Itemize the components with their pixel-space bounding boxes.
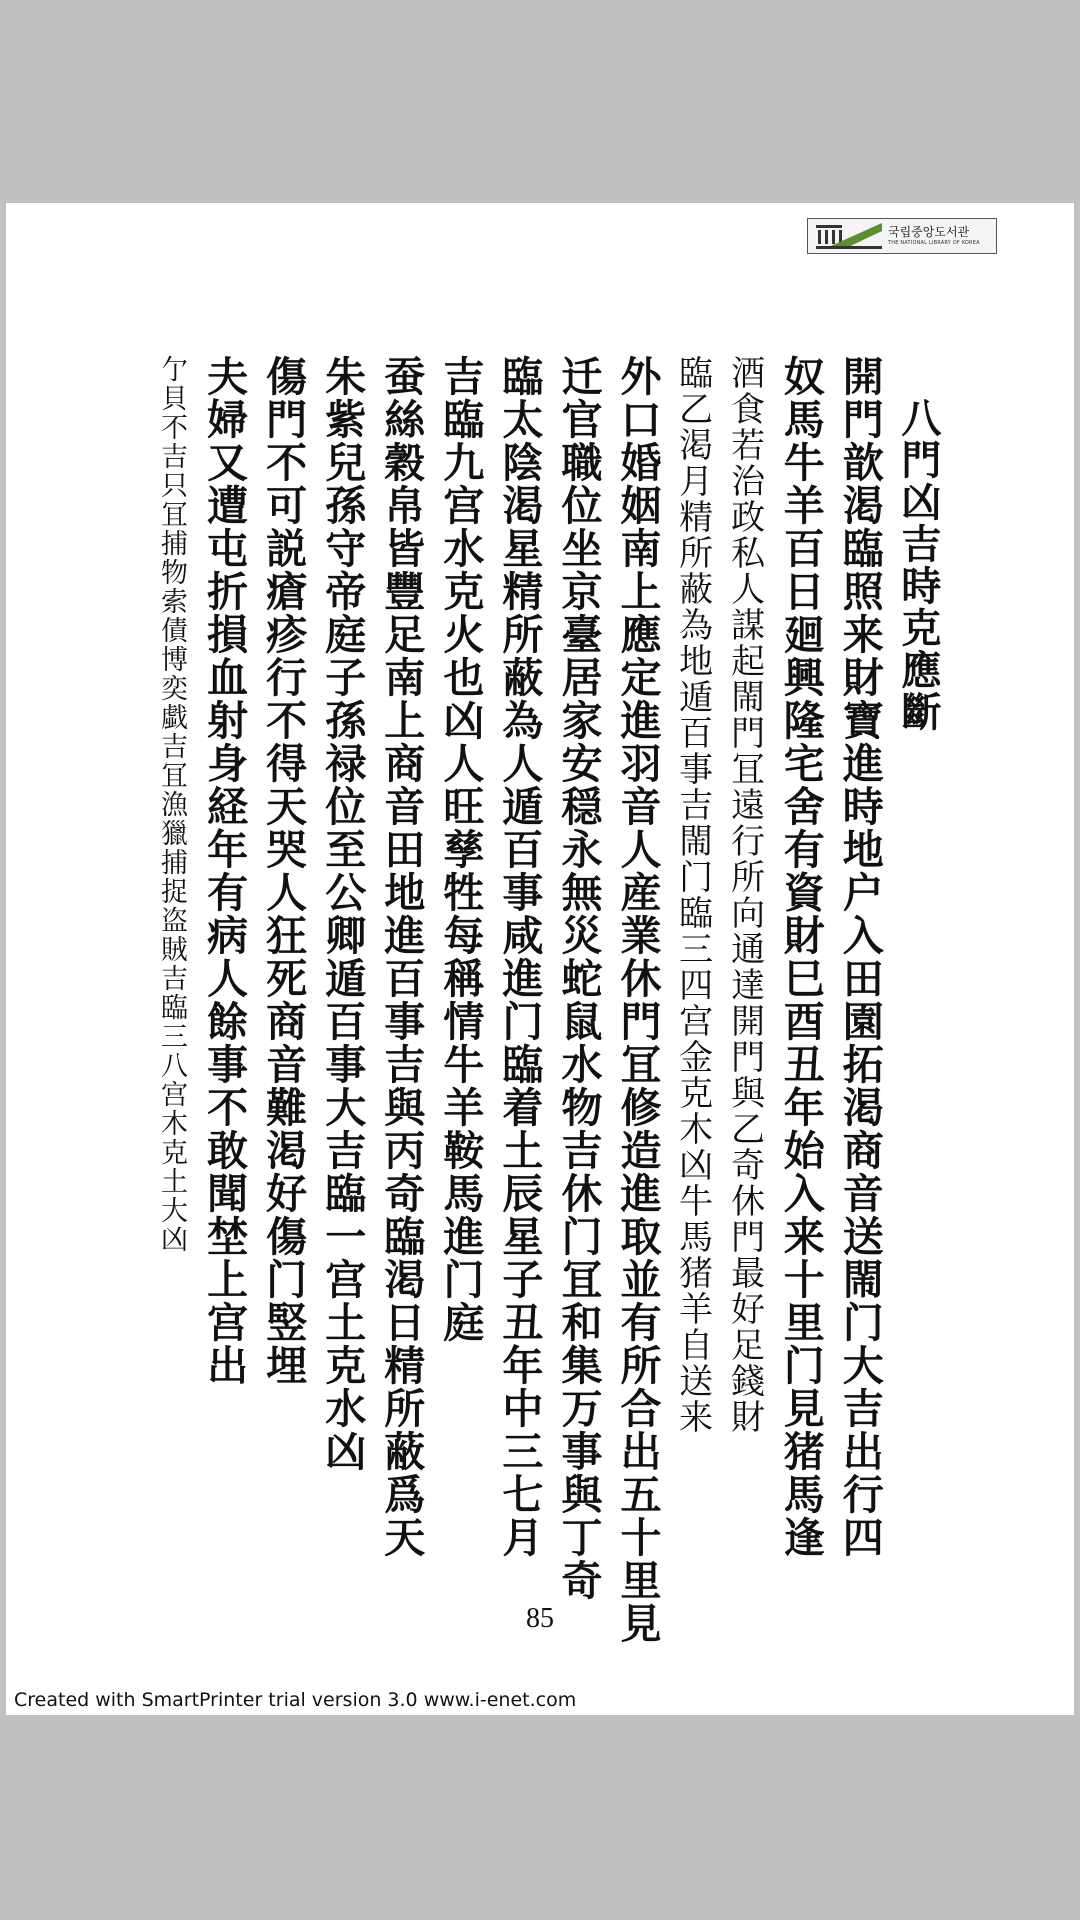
- text-column-1: 開門歆渇臨照来財寶進時地户入田園拓渇商音送閙门大吉出行四: [835, 355, 884, 1559]
- text-column-9: 蚕絲穀帛皆豐足南上商音田地進百事吉與丙奇臨渇日精所蔽爲天: [377, 355, 426, 1559]
- text-column-8: 吉臨九宫水克火也凶人旺孳牲每稱情牛羊鞍馬進门庭: [436, 355, 485, 1344]
- library-building-icon: [814, 221, 884, 251]
- text-column-7: 臨太陰渇星精所蔽為人遁百事咸進门臨着土辰星子丑年中三七月: [495, 355, 544, 1559]
- text-column-13: 亇貝不吉只冝捕物索債博奕戱吉冝漁獵捕捉盗賊吉臨三八宫木克土大凶: [156, 355, 187, 1254]
- text-column-12: 夫婦又遭屯折損血射身経年有病人餘事不敢聞埜上宫出: [200, 355, 249, 1387]
- text-column-2: 奴馬牛羊百日廻興隆宅舍有資財巳酉丑年始入来十里门見猪馬逢: [776, 355, 825, 1559]
- classical-text-block: [156, 355, 941, 1735]
- text-column-3: 酒食若治政私人謀起閙門冝遠行所向通達開門與乙奇休門最好足錢財: [724, 355, 765, 1435]
- text-column-6: 迁官職位坐京臺居家安穏永無災蛇鼠水物吉休门冝和集万事與丁奇: [554, 355, 603, 1602]
- scanned-page: [6, 203, 1074, 1715]
- text-title: 八門凶吉時克應斷: [894, 397, 941, 733]
- text-column-5: 外口婚姻南上應定進羽音人産業休門冝修造進取並有所合出五十里見: [613, 355, 662, 1645]
- library-logo: [807, 218, 997, 254]
- page-number: 85: [526, 1603, 554, 1634]
- text-column-11: 傷門不可説瘡疹行不得天哭人狂死商音難渇好傷门竪埋: [259, 355, 308, 1387]
- text-column-10: 朱紫兒孫守帝庭子孫禄位至公卿遁百事大吉臨一宫土克水凶: [318, 355, 367, 1473]
- trial-watermark: Created with SmartPrinter trial version 3.0 www.i-enet.com: [14, 1689, 577, 1711]
- text-column-4: 臨乙渇月精所蔽為地遁百事吉閙门臨三四宫金克木凶牛馬猪羊自送来: [672, 355, 713, 1435]
- library-name-english: THE NATIONAL LIBRARY OF KOREA: [888, 239, 980, 246]
- library-name-korean: 국립중앙도서관: [888, 224, 970, 239]
